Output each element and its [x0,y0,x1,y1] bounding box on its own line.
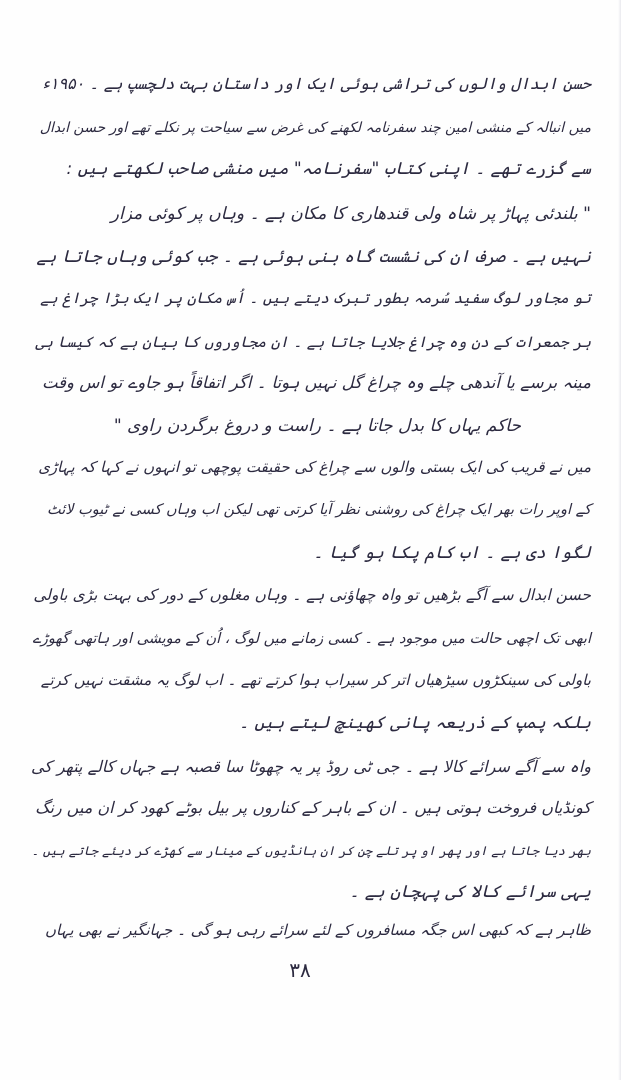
text-line: حاکم یہاں کا بدل جاتا ہے ۔ راست و دروغ برگردن راوی " [113,416,521,436]
text-line: کے اوپر رات بھر ایک چراغ کی روشنی نظر آیا کرتی تھی لیکن اب وہاں کسی نے ٹیوب لائٹ [47,502,591,518]
text-line: لگوا دی ہے ۔ اب کام پکا ہو گیا ۔ [313,543,591,563]
text-line: ظاہر ہے کہ کبھی اس جگہ مسافروں کے لئے سرائے رہی ہو گی ۔ جہانگیر نے بھی یہاں [44,921,591,939]
text-line: میں نے قریب کی ایک بستی والوں سے چراغ کی حقیقت پوچھی تو انہوں نے کہا کہ پہاڑی [38,458,591,476]
text-line: ابھی تک اچھی حالت میں موجود ہے ۔ کسی زمانے میں لوگ ، اُن کے مویشی اور ہاتھی گھوڑے [32,631,591,647]
text-line: یہی سرائے کالا کی پہچان ہے ۔ [349,882,591,902]
text-line: میں انبالہ کے منشی امین چند سفرنامہ لکھنے کی غرض سے سیاحت پر نکلے تھے اور حسن ابدال [39,120,591,136]
text-line: سے گزرے تھے ۔ اپنی کتاب "سفرنامہ" میں منشی صاحب لکھتے ہیں : [66,159,591,179]
text-line: تو مجاور لوگ سفید سُرمہ بطور تبرک دیتے ہیں ۔ اُس مکان پر ایک بڑا چراغ ہے [40,289,591,307]
text-line: بلکہ پمپ کے ذریعہ پانی کھینچ لیتے ہیں ۔ [238,713,591,733]
text-line: واہ سے آگے سرائے کالا ہے ۔ جی ٹی روڈ پر یہ چھوٹا سا قصبہ ہے جہاں کالے پتھر کی [30,757,591,776]
text-line: مینہ برسے یا آندھی چلے وہ چراغ گل نہیں ہوتا ۔ اگر اتفاقاً ہو جاوے تو اس وقت [41,373,591,392]
text-line: بھر دیا جاتا ہے اور پھر او پر تلے چن کر ان ہانڈیوں کے مینار سے کھڑے کر دیئے جاتے ہیں ۔ [31,843,591,858]
text-line: باولی کی سینکڑوں سیڑھیاں اتر کر سیراب ہوا کرتے تھے ۔ اب لوگ یہ مشقت نہیں کرتے [40,671,591,689]
text-line: نہیں ہے ۔ صرف ان کی نشست گاہ بنی ہوئی ہے ۔ جب کوئی وہاں جاتا ہے [36,247,591,267]
text-line: حسن ابدال سے آگے بڑھیں تو واہ چھاؤنی ہے ۔ وہاں مغلوں کے دور کی بہت بڑی باولی [33,586,591,604]
text-line: " بلندئی پہاڑ پر شاہ ولی قندھاری کا مکان ہے ۔ وہاں پر کوئی مزار [110,204,591,224]
text-line: کونڈیاں فروخت ہوتی ہیں ۔ ان کے باہر کے کناروں پر بیل بوٹے کھود کر ان میں رنگ [35,798,591,817]
text-line: ہر جمعرات کے دن وہ چراغ جلایا جاتا ہے ۔ ان مجاوروں کا بیان ہے کہ کیسا ہی [35,333,591,351]
text-line: حسن ابدال والوں کی تراشی ہوئی ایک اور داستان بہت دلچسپ ہے ۔ ۱۹۵۰ء [42,74,591,93]
page-number: ۳۸ [289,958,311,982]
